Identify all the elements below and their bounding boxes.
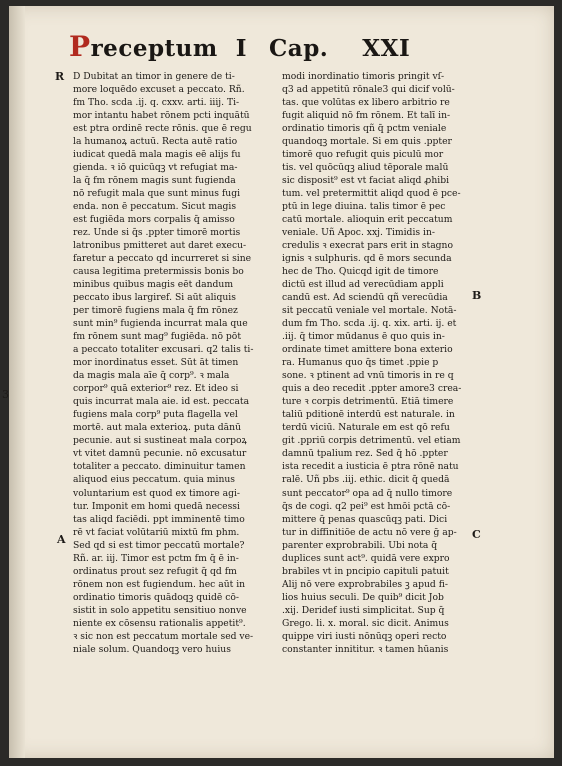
text-line: credulis ꝛ execrat pars erit in stagno	[282, 240, 453, 252]
rubricated-initial: P	[69, 30, 91, 63]
margin-letter-a: A	[57, 533, 66, 546]
text-line: mortē. aut mala exterioꝝ. puta dānū	[73, 422, 241, 434]
text-line: brabiles vt in pncipio capituli patuit	[282, 565, 449, 577]
edge-mark: 3	[2, 388, 9, 401]
text-line: ordinatio timoris quādoqꝫ quidē cō-	[73, 591, 240, 603]
right-text-column	[282, 70, 480, 656]
text-line: fm Tho. scda .ij. q. cxxv. arti. iiij. Ti-	[73, 97, 240, 109]
text-line: ture ꝛ corpis detrimentū. Etiā timere	[282, 396, 454, 408]
text-line: damnū tpalium rez. Sed q̄ hō .ppter	[282, 448, 448, 460]
left-text-column	[73, 70, 271, 656]
text-line: ralē. Uñ pbs .iij. ethic. dicit q̄ quedā	[282, 474, 450, 486]
text-line: candū est. Ad sciendū qñ verecūdia	[282, 292, 448, 304]
text-line: D Dubitat an timor in genere de ti-	[73, 71, 235, 82]
text-line: lios huius seculi. De quib⁹ dicit Job	[282, 591, 444, 603]
text-line: tum. vel pretermittit aliqd quod ē pce-	[282, 188, 461, 200]
running-head	[69, 30, 429, 62]
text-line: pecunie. aut si sustineat mala corpoꝝ	[73, 435, 247, 447]
text-line: est ptra ordinē recte rōnis. que ē regu	[73, 123, 252, 135]
running-head-word: receptum	[90, 35, 218, 62]
text-line: tas. que volūtas ex libero arbitrio re	[282, 97, 450, 109]
text-line: ordinatus prout sez refugit q̄ qd fm	[73, 565, 237, 577]
text-line: sone. ꝛ ptinent ad vnū timoris in re q	[282, 370, 454, 382]
text-line: Rñ. ar. iij. Timor est pctm fm q̄ ē in-	[73, 552, 239, 564]
text-line: fm rōnem sunt mag⁹ fugiēda. nō pōt	[73, 331, 242, 343]
text-line: q3 ad appetitū rōnale3 qui dicif volū-	[282, 84, 455, 96]
text-line: .iij. q̄ timor mūdanus ē quo quis in-	[282, 331, 445, 343]
text-line: duplices sunt act⁹. quidā vere expro	[282, 552, 450, 564]
text-line: modi inordinatio timoris pringit vſ-	[282, 71, 445, 82]
text-line: .xij. Deridef iusti simplicitat. Sup q̄	[282, 604, 445, 616]
text-line: sunt min⁹ fugienda incurrat mala que	[73, 318, 248, 330]
running-head-chapter: XXI	[362, 35, 411, 62]
text-line: quandoqꝫ mortale. Si em quis .ppter	[282, 136, 452, 148]
text-line: timorē quo refugit quis piculū mor	[282, 149, 444, 161]
text-line: tas aliqd faciēdi. ppt imminentē timo	[73, 513, 245, 525]
text-line: totaliter a peccato. diminuitur tamen	[73, 461, 246, 473]
book-page	[9, 6, 554, 758]
text-line: peccato ibus largiref. Si aūt aliquis	[73, 292, 236, 304]
text-line: Sed qd si est timor peccatū mortale?	[73, 539, 245, 551]
text-line: ordinatio timoris qñ q̄ pctm veniale	[282, 123, 447, 135]
text-line: fugit aliquid nō fm rōnem. Et talī in-	[282, 110, 451, 122]
text-line: mor intantu habet rōnem pcti inquātū	[73, 110, 250, 122]
text-line: tur. Imponit em homi quedā necessi	[73, 500, 240, 512]
text-line: vt vitet damnū pecunie. nō excusatur	[73, 448, 247, 460]
text-line: taliū pditionē interdū est naturale. in	[282, 409, 455, 421]
text-line: dum fm Tho. scda .ij. q. xix. arti. ij. et	[282, 318, 457, 330]
text-line: ista recedit a iusticia ē ptra rōnē natu	[282, 461, 459, 473]
text-line: la humanoꝝ actuū. Recta autē ratio	[73, 136, 238, 148]
text-line: mor inordinatus esset. Sūt āt timen	[73, 357, 239, 369]
text-line: ra. Humanus quo q̄s timet .ppie p	[282, 357, 439, 369]
text-line: corpor⁹ quā exterior⁹ rez. Et ideo si	[73, 383, 239, 395]
text-line: latronibus pmitteret aut daret execu-	[73, 240, 247, 252]
text-line: niente ex cōsensu rationalis appetit⁹.	[73, 617, 246, 629]
page-gutter	[9, 6, 25, 758]
text-line: terdū viciū. Naturale em est qō refu	[282, 422, 450, 434]
text-line: causa legitima pretermissis bonis bo	[73, 266, 244, 278]
text-line: quis a deo recedit .ppter amore3 crea-	[282, 383, 462, 395]
text-line: nō refugit mala que sunt minus fugi	[73, 188, 241, 200]
text-line: sunt peccator⁹ opa ad q̄ nullo timore	[282, 487, 453, 499]
text-line: ordinate timet amittere bona exterio	[282, 344, 453, 356]
text-line: q̄s de cogi. q2 pei⁹ est hmōi pctā cō-	[282, 500, 451, 512]
text-line: git .ppriū corpis detrimentū. vel etiam	[282, 435, 461, 447]
text-line: rē vt faciat volūtariū mixtū fm phm.	[73, 526, 240, 538]
text-line: aliquod eius peccatum. quia minus	[73, 474, 235, 486]
text-line: sit peccatū veniale vel mortale. Notā-	[282, 305, 457, 317]
text-line: gienda. ꝛ iō quicūqꝫ vt refugiat ma-	[73, 162, 238, 174]
text-line: more loquēdo excuset a peccato. Rñ.	[73, 84, 245, 96]
text-line: parenter exprobrabili. Ubi nota q̄	[282, 539, 438, 551]
margin-letter-b: B	[472, 289, 482, 302]
text-line: quippe viri iusti nōnūqꝫ operi recto	[282, 630, 447, 642]
text-line: la q̄ fm rōnem magis sunt fugienda	[73, 175, 236, 187]
text-line: rōnem non est fugiendum. hec aūt in	[73, 578, 246, 590]
text-line: sistit in solo appetitu sensitiuo nonve	[73, 604, 247, 616]
text-line: ꝛ sic non est peccatum mortale sed ve-	[73, 630, 254, 642]
text-line: est fugiēda mors corpalis q̄ amisso	[73, 214, 235, 226]
text-line: ptū in lege diuina. talis timor ē pec	[282, 201, 446, 213]
text-line: iudicat quedā mala magis eē alijs fu	[73, 149, 241, 161]
text-line: sic disposit⁹ est vt faciat aliqd ꝓhibi	[282, 175, 450, 187]
text-line: fugiens mala corp⁹ puta flagella vel	[73, 409, 238, 421]
text-line: per timorē fugiens mala q̄ fm rōnez	[73, 305, 238, 317]
text-line: mittere q̄ penas quascūqꝫ pati. Dici	[282, 513, 448, 525]
margin-letter-r: R	[55, 70, 65, 83]
text-line: catū mortale. alioquin erit peccatum	[282, 214, 453, 226]
running-head-number: I	[235, 35, 247, 62]
running-head-cap-label: Cap.	[268, 35, 329, 62]
text-line: dictū est illud ad verecūdiam appli	[282, 279, 444, 291]
margin-letter-c: C	[472, 528, 481, 541]
text-line: da magis mala aīe q̄ corp⁹. ꝛ mala	[73, 370, 230, 382]
text-line: Grego. li. x. moral. sic dicit. Animus	[282, 617, 449, 629]
text-line: faretur a peccato qd incurreret si sine	[73, 253, 252, 265]
text-line: ignis ꝛ sulphuris. qd ē mors secunda	[282, 253, 452, 265]
text-line: rez. Unde si q̄s .ppter timorē mortis	[73, 227, 241, 239]
text-line: tur in diffinitiōe de actu nō vere ḡ ap-	[282, 526, 457, 538]
text-line: niale solum. Quandoqꝫ vero huius	[73, 643, 231, 655]
text-line: quis incurrat mala aie. id est. peccata	[73, 396, 250, 408]
text-line: minibus quibus magis eēt dandum	[73, 279, 234, 291]
text-line: tis. vel quōcūqꝫ aliud tēporale malū	[282, 162, 449, 174]
text-line: hec de Tho. Quicqd igit de timore	[282, 266, 439, 278]
text-line: voluntarium est quod ex timore agi-	[73, 487, 241, 499]
text-line: enda. non ē peccatum. Sicut magis	[73, 201, 237, 213]
text-line: veniale. Uñ Apoc. xxj. Timidis in-	[282, 227, 435, 239]
text-line: constanter innititur. ꝛ tamen hūanis	[282, 643, 449, 655]
text-line: Alij nō vere exprobrabiles ꝫ apud fi-	[282, 578, 448, 590]
text-line: a peccato totaliter excusari. q2 talis ti-	[73, 344, 254, 356]
